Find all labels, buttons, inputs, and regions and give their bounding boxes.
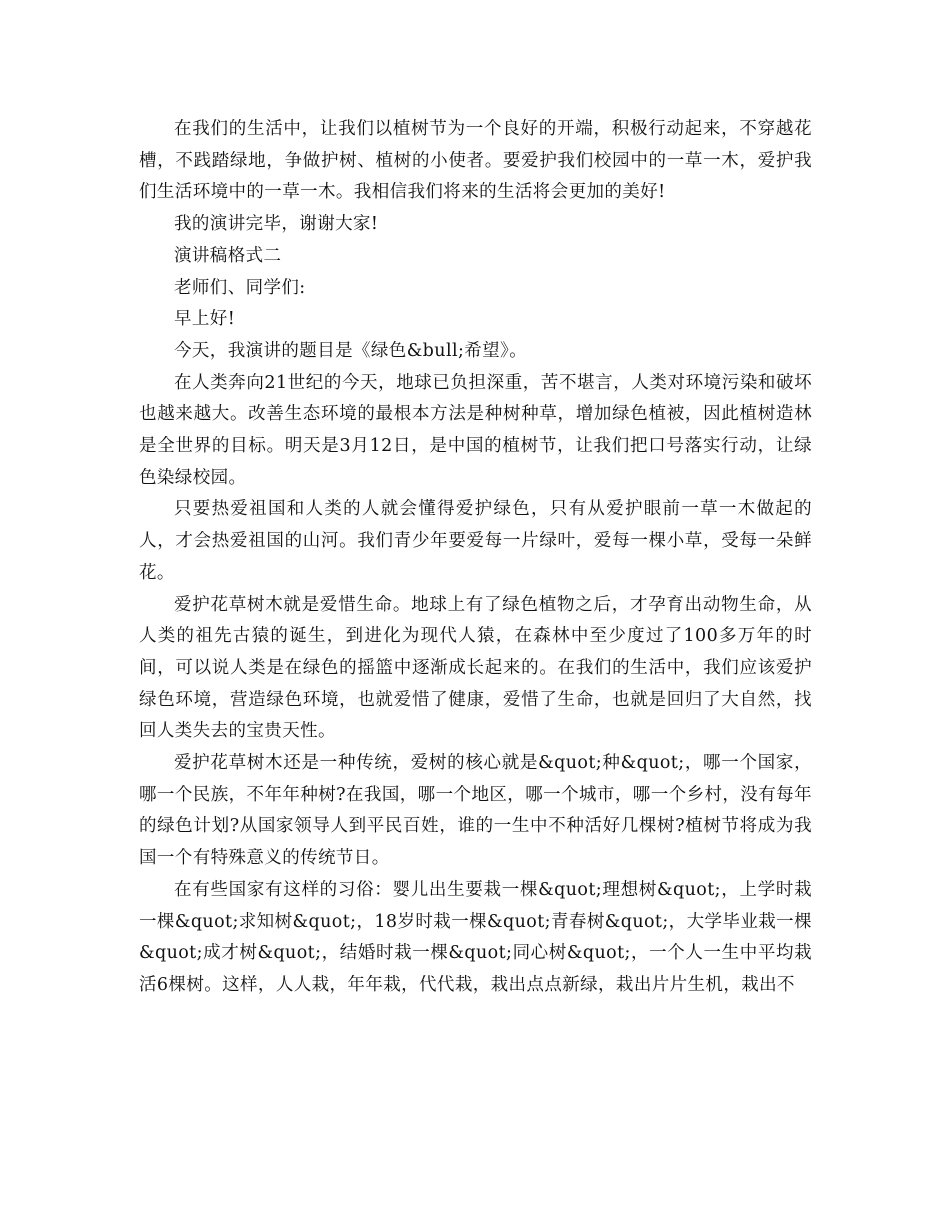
paragraph-closing-hope: 在我们的生活中，让我们以植树节为一个良好的开端，积极行动起来，不穿越花槽，不践踏绿地，争做护树、植树的小使者。要爱护我们校园中的一草一木，爱护我们生活环境中的一草一木。我相信我们将来的生活将会更加的美好! <box>139 119 812 203</box>
paragraph-cherish-life: 爱护花草树木就是爱惜生命。地球上有了绿色植物之后，才孕育出动物生命，从人类的祖先古猿的诞生，到进化为现代人猿，在森林中至少度过了100多万年的时间，可以说人类是在绿色的摇篮中逐渐成长起来的。在我们的生活中，我们应该爱护绿色环境，营造绿色环境，也就爱惜了健康，爱惜了生命，也就是回归了大自然，找回人类失去的宝贵天性。 <box>139 594 812 742</box>
paragraph-tradition: 爱护花草树木还是一种传统，爱树的核心就是&quot;种&quot;，哪一个国家，哪一个民族，不年年种树?在我国，哪一个地区，哪一个城市，哪一个乡村，没有每年的绿色计划?从国家领导人到平民百姓，谁的一生中不种活好几棵树?植树节将成为我国一个有特殊意义的传统节日。 <box>139 753 812 869</box>
section-heading: 演讲稿格式二 <box>174 245 282 266</box>
document-body <box>139 114 812 1002</box>
paragraph-speech-end: 我的演讲完毕，谢谢大家! <box>174 214 379 235</box>
salutation: 老师们、同学们: <box>174 277 306 298</box>
speech-title-line: 今天，我演讲的题目是《绿色&bull;希望》。 <box>174 340 528 361</box>
greeting: 早上好! <box>174 309 236 330</box>
paragraph-love-green: 只要热爱祖国和人类的人就会懂得爱护绿色，只有从爱护眼前一草一木做起的人，才会热爱祖国的山河。我们青少年要爱每一片绿叶，爱每一棵小草，受每一朵鲜花。 <box>139 499 812 583</box>
paragraph-customs: 在有些国家有这样的习俗：婴儿出生要栽一棵&quot;理想树&quot;，上学时栽一棵&quot;求知树&quot;，18岁时栽一棵&quot;青春树&quot;，大学毕业栽一棵&quot;成才树&quot;，结婚时栽一棵&quot;同心树&quot;，一个人一生中平均栽活6棵树。这样，人人栽，年年栽，代代栽，栽出点点新绿，栽出片片生机，栽出不 <box>139 879 812 995</box>
paragraph-environment: 在人类奔向21世纪的今天，地球已负担深重，苦不堪言，人类对环境污染和破坏也越来越大。改善生态环境的最根本方法是种树种草，增加绿色植被，因此植树造林是全世界的目标。明天是3月12日，是中国的植树节，让我们把口号落实行动，让绿色染绿校园。 <box>139 372 812 488</box>
